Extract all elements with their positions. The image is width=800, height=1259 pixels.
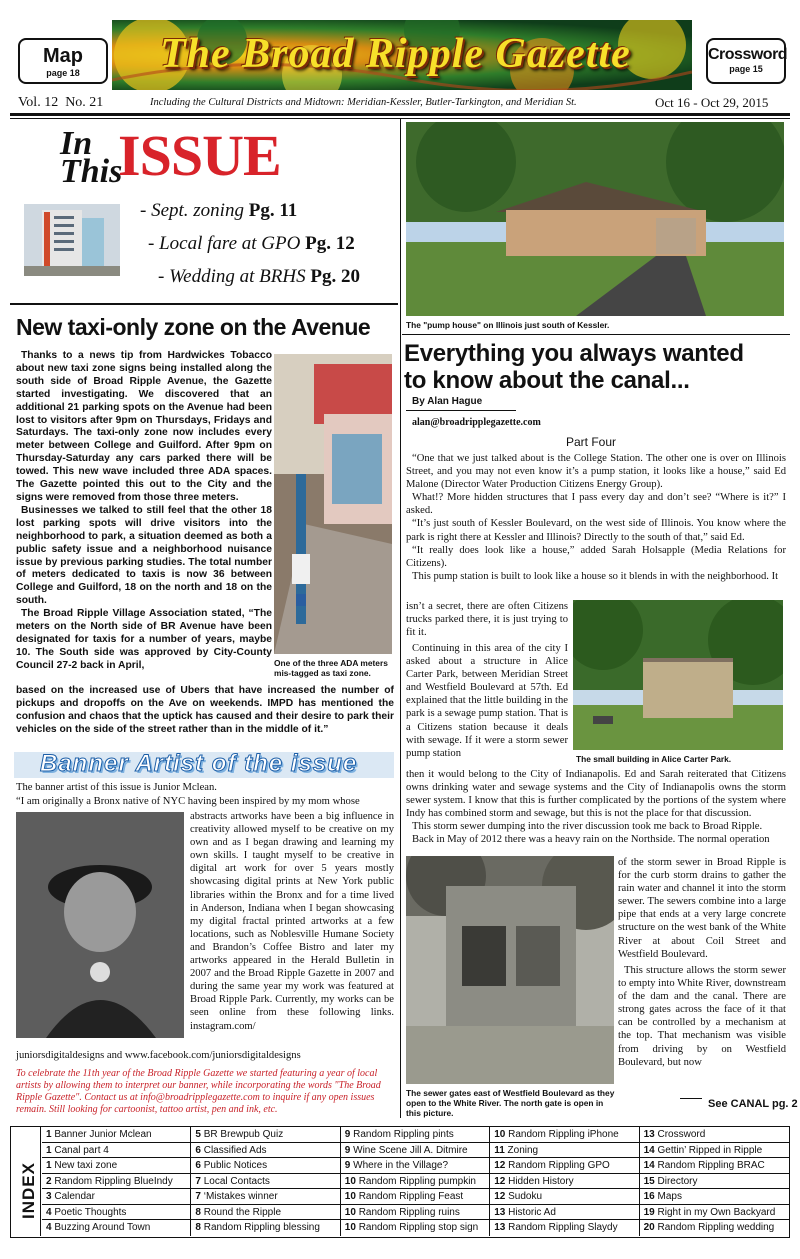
index-entry[interactable]	[640, 1143, 789, 1159]
banner-artist-heading: Banner Artist of the issue	[40, 750, 358, 777]
pump-house-photo	[406, 122, 784, 316]
index-entry[interactable]	[490, 1158, 639, 1174]
index-entry-title: Canal part 4	[54, 1144, 109, 1156]
map-box[interactable]	[18, 38, 108, 84]
canal-byline: By Alan Hague	[412, 396, 483, 407]
map-box-title: Map	[43, 45, 83, 67]
index-entry[interactable]	[42, 1189, 191, 1205]
index-entry[interactable]	[640, 1127, 789, 1143]
index-entry-page: 13	[643, 1129, 658, 1140]
toc-item-text: - Sept. zoning	[140, 200, 244, 221]
index-entry-page: 3	[46, 1191, 55, 1202]
canal-upper-body	[406, 452, 786, 583]
index-entry[interactable]	[191, 1158, 340, 1174]
banner-artist-quote-start: “I am originally a Bronx native of NYC having been inspired by my mom whose	[16, 796, 360, 807]
column-divider	[400, 118, 401, 1118]
index-entry[interactable]	[341, 1158, 490, 1174]
index-entry[interactable]	[490, 1189, 639, 1205]
index-entry-title: Local Contacts	[203, 1175, 270, 1187]
canal-paragraph-6-wrap: Continuing in this area of the city I asked about a structure in Alice Carter Park, between Meridian Street and Westfield Boulevard at 57th. Ed explained that the little building in the park is a sewage pump station. That is a Citizens station because it deals with sewage. If it were a storm sewer pump station	[406, 643, 568, 759]
alice-carter-illustration	[573, 600, 783, 750]
index-entry-page: 7	[195, 1175, 204, 1187]
canal-paragraph-3: “It’s just south of Kessler Boulevard, on the west side of Illinois. You know where the park is right there at Kessler and Illinois? Directly to the south of that,” said Ed.	[406, 518, 786, 543]
index-entry-page: 5	[195, 1129, 204, 1140]
index-label: INDEX	[19, 1162, 38, 1219]
alice-carter-photo	[573, 600, 783, 750]
index-entry-title: Random Rippling ruins	[358, 1206, 460, 1218]
taxi-body-column	[16, 350, 272, 673]
canal-paragraph-8: Back in May of 2012 there was a heavy rain on the Northside. The normal operation	[412, 834, 770, 846]
index-entry-page: 10	[344, 1206, 359, 1218]
index-entry-page: 9	[344, 1144, 354, 1156]
taxi-paragraph-1: Thanks to a news tip from Hardwickes Tobacco about new taxi zone signs being installed along the south side of Broad Ripple Avenue, the Gazette started investigating. We discovered that an additional 21 parking spots on the Avenue had been lost to visitors after 9pm on Thursdays, Fridays and Saturdays. The taxi-only zone now includes every meter between College and Guilford. After 9pm on Thursday-Saturday any cars parked there will be towed. This new wave included three ADA spaces. The Gazette pointed this out to the City and the signs were removed from those three meters.	[16, 350, 272, 503]
canal-paragraph-5: This pump station is built to look like a house so it blends in with the neighborhood. It	[412, 570, 779, 582]
index-entry[interactable]	[42, 1220, 191, 1236]
canal-paragraph-7: This storm sewer dumping into the river discussion took me back to Broad Ripple.	[412, 821, 763, 833]
sewer-gates-illustration	[406, 856, 614, 1084]
sewer-gates-caption: The sewer gates east of Westfield Boulevard as they open to the White River. The north gate is open in this picture.	[406, 1088, 615, 1118]
index-entry-page: 10	[344, 1222, 359, 1233]
toc-item-page: Pg. 12	[305, 233, 355, 254]
index-entry-page: 13	[494, 1222, 509, 1233]
index-entry-page: 12	[494, 1191, 509, 1202]
toc-item-page: Pg. 20	[310, 266, 360, 287]
street-photo-illustration	[274, 354, 392, 654]
index-entry[interactable]	[191, 1174, 340, 1190]
canal-headline	[404, 340, 744, 394]
index-entry-title: Random Rippling Feast	[358, 1191, 464, 1202]
index-entry-page: 4	[46, 1222, 55, 1233]
banner-artist-quote-end: juniorsdigitaldesigns and www.facebook.com/juniorsdigitaldesigns	[16, 1050, 301, 1061]
index-entry[interactable]	[490, 1220, 639, 1236]
volume-number: Vol. 12 No. 21	[18, 95, 104, 110]
index-entry-title: Random Rippling BlueIndy	[54, 1175, 173, 1187]
index-entry-page: 15	[643, 1175, 658, 1187]
index-entry-title: Maps	[657, 1191, 682, 1202]
index-entry-title: Where in the Village?	[353, 1160, 449, 1171]
canal-email[interactable]: alan@broadripplegazette.com	[412, 417, 541, 428]
index-entry[interactable]	[42, 1205, 191, 1221]
index-entry-page: 10	[344, 1175, 359, 1187]
index-entry-title: Directory	[657, 1175, 698, 1187]
index-entry-title: Banner Junior Mclean	[54, 1129, 152, 1140]
index-entry-page: 14	[643, 1160, 658, 1171]
in-this-this: This	[60, 153, 123, 190]
index-entry-page: 20	[643, 1222, 658, 1233]
index-entry[interactable]	[490, 1127, 639, 1143]
index-entry-page: 10	[344, 1191, 359, 1202]
index-entry[interactable]	[341, 1143, 490, 1159]
index-entry-page: 6	[195, 1160, 204, 1171]
canal-paragraph-5-wrap: isn’t a secret, there are often Citizens trucks parked there, it is just trying to fit it.	[406, 601, 568, 639]
banner-title: The Broad Ripple Gazette	[160, 31, 631, 77]
index-entry-page: 8	[195, 1206, 204, 1218]
issue-dates: Oct 16 - Oct 29, 2015	[655, 95, 769, 110]
index-entry-title: Round the Ripple	[203, 1206, 282, 1218]
index-entry[interactable]	[42, 1174, 191, 1190]
in-this-label	[60, 125, 123, 190]
index-entry[interactable]	[490, 1143, 639, 1159]
index-entry-title: Random Rippling pumpkin	[358, 1175, 476, 1187]
index-entry-title: BR Brewpub Quiz	[203, 1129, 284, 1140]
index-entry-page: 10	[494, 1129, 509, 1140]
index-entry-title: Random Rippling BRAC	[657, 1160, 765, 1171]
index-entry-page: 2	[46, 1175, 55, 1187]
canal-paragraph-6: then it would belong to the City of Indianapolis. Ed and Sarah reiterated that Citizens owns drinking water and sewage systems and the City of Indianapolis owns the storm sewer system. I know that this is further complicated by the portions of the system where Indy has combined storm and sewage, but this is not the place for that discussion.	[406, 769, 786, 820]
index-entry-title: Public Notices	[203, 1160, 268, 1171]
index-entry-title: Poetic Thoughts	[54, 1206, 127, 1218]
map-box-page: page 18	[46, 68, 80, 78]
index-entry[interactable]	[640, 1189, 789, 1205]
index-entry-title: Random Rippling wedding	[657, 1222, 775, 1233]
index-entry-page: 9	[344, 1129, 354, 1140]
index-entry[interactable]	[640, 1174, 789, 1190]
index-entry-title: Buzzing Around Town	[54, 1222, 151, 1233]
index-entry[interactable]	[640, 1158, 789, 1174]
sewer-gates-photo	[406, 856, 614, 1084]
index-entry-title: Random Rippling pints	[353, 1129, 454, 1140]
masthead-rule	[10, 113, 790, 116]
toc-item-text: - Wedding at BRHS	[158, 266, 306, 287]
banner-artist-quote-wrap: abstracts artworks have been a big influence in creativity allowed myself to be creative on my own and as I began drawing and learning my own skills. I taught myself to be creative in digital art work for over 5 years mostly showcasing digital prints at New York public libraries within the Bronx and for a time lived in Anderson, Indiana when I began showcasing my digital fractal printed artworks at a few locations, such as Noblesville Humane Society and Brandon’s Coffee Bistro and later my artworks appeared in the Herald Bulletin in 2007 and the Broad Ripple Gazette in 2007 and during the same year my work was featured at Broad Ripple Park. Currently, my works can be seen online from these following links. instagram.com/	[190, 811, 394, 1032]
index-entry[interactable]	[191, 1127, 340, 1143]
canal-middle-body	[406, 768, 786, 847]
index-entry[interactable]	[490, 1174, 639, 1190]
canal-paragraph-2: What!? More hidden structures that I pass every day and don’t see? “Where is it?” I asked.	[406, 492, 786, 517]
index-entry-page: 4	[46, 1206, 55, 1218]
taxi-photo-caption: One of the three ADA meters mis-tagged as taxi zone.	[274, 658, 388, 678]
index-entry[interactable]	[191, 1205, 340, 1221]
building-illustration	[24, 204, 120, 276]
index-entry-page: 8	[195, 1222, 204, 1233]
index-entry[interactable]	[341, 1189, 490, 1205]
canal-paragraph-1: “One that we just talked about is the College Station. The other one is over on Illinois Street, and you may not even know it’s a pump station, it looks like a house,” said Ed Malone (Director Water Production Citizens Energy Group).	[406, 453, 786, 491]
index-entry-page: 16	[643, 1191, 658, 1202]
index-entry[interactable]	[42, 1158, 191, 1174]
tagline: Including the Cultural Districts and Midtown: Meridian-Kessler, Butler-Tarkington, and Meridian St.	[150, 97, 577, 108]
index-entry[interactable]	[191, 1220, 340, 1236]
continued-link[interactable]: See CANAL pg. 2	[708, 1098, 798, 1110]
taxi-paragraph-3: The Broad Ripple Village Association stated, “The meters on the North side of BR Avenue have been designated for taxis for a number of years, maybe 10. The South side was approved by City-County Council 27-2 back in April,	[16, 608, 272, 671]
issue-heading: ISSUE	[118, 123, 281, 188]
index-entry-page: 12	[494, 1175, 509, 1187]
toc-item-1[interactable]	[140, 200, 297, 222]
index-entry-title: Right in my Own Backyard	[657, 1206, 776, 1218]
artist-portrait-illustration	[16, 812, 184, 1038]
index-entry-title: Random Rippling blessing	[203, 1222, 320, 1233]
index-entry-page: 19	[643, 1206, 658, 1218]
canal-paragraph-8-wrap: of the storm sewer in Broad Ripple is for the curb storm drains to gather the rain water and channel it into the storm sewer. The sewers combine into a large pipe that ends at a very large concrete structure on the west bank of the White River at about Coil Street and Westfield Boulevard.	[618, 857, 786, 960]
index-entry-title: Random Rippling iPhone	[508, 1129, 619, 1140]
index-entry-page: 12	[494, 1160, 509, 1171]
index-entry-page: 14	[643, 1144, 658, 1156]
pump-house-caption: The "pump house" on Illinois just south of Kessler.	[406, 320, 610, 330]
index-entry-title: Classified Ads	[203, 1144, 267, 1156]
taxi-headline: New taxi-only zone on the Avenue	[16, 314, 371, 340]
index-entry-title: Zoning	[507, 1144, 539, 1156]
canal-paragraph-9-wrap: This structure allows the storm sewer to empty into White River, downstream of the dam and the canal. There are strong gates across the face of it that can be controlled by a mechanism at the top. That mechanism was visible from driving by on Westfield Boulevard, but now	[618, 965, 786, 1068]
index-grid	[42, 1127, 789, 1236]
index-entry-title: Gettin’ Ripped in Ripple	[657, 1144, 763, 1156]
index-entry[interactable]	[42, 1143, 191, 1159]
index-entry-page: 9	[344, 1160, 354, 1171]
building-thumbnail	[24, 204, 120, 276]
canal-headline-line-2: to know about the canal...	[404, 367, 690, 394]
toc-item-2[interactable]	[148, 233, 355, 255]
taxi-meter-photo	[274, 354, 392, 654]
index-entry[interactable]	[341, 1174, 490, 1190]
index-entry-title: Hidden History	[508, 1175, 574, 1187]
canal-top-rule	[402, 334, 790, 335]
index-entry[interactable]	[191, 1143, 340, 1159]
index-entry-page: 1	[46, 1144, 55, 1156]
in-this-in: In	[60, 125, 93, 162]
index-entry[interactable]	[341, 1127, 490, 1143]
index-entry-page: 1	[46, 1129, 55, 1140]
index-entry[interactable]	[490, 1205, 639, 1221]
index-entry-page: 6	[195, 1144, 204, 1156]
index-entry-title: Calendar	[54, 1191, 95, 1202]
index-entry-title: Crossword	[657, 1129, 706, 1140]
taxi-paragraph-2: Businesses we talked to still feel that the other 18 lost parking spots will drive visitors into the neighborhood to park, a situation deemed as both a public safety issue and a neighborhood nuisance issue by previous parking studies. The total number of meters dedicated to taxis is now 36 between College and Guilford, 18 on the north and 18 on the south.	[16, 504, 272, 607]
index-entry[interactable]	[341, 1220, 490, 1236]
section-divider	[10, 303, 398, 305]
crossword-box[interactable]	[706, 38, 786, 84]
toc-item-text: - Local fare at GPO	[148, 233, 301, 254]
index-entry-title: New taxi zone	[54, 1160, 118, 1171]
continued-rule	[680, 1098, 702, 1099]
crossword-box-title: Crossword	[708, 46, 788, 63]
canal-headline-line-1: Everything you always wanted	[404, 340, 744, 367]
index-entry[interactable]	[640, 1220, 789, 1236]
taxi-paragraph-full: based on the increased use of Ubers that have increased the number of pickups and dropoffs on the Ave on weekends. IMPD has mentioned the confusion and chaos that the uptick has caused and their desire to park their vehicles on the side of the street rather than in the middle of it.”	[16, 685, 394, 735]
index-entry-title: Wine Scene Jill A. Ditmire	[353, 1144, 468, 1156]
index-entry[interactable]	[640, 1205, 789, 1221]
index-entry-title: Random Rippling GPO	[508, 1160, 610, 1171]
index-entry-page: 7	[195, 1191, 204, 1202]
index-entry-title: Sudoku	[508, 1191, 543, 1202]
index-entry[interactable]	[191, 1189, 340, 1205]
crossword-box-page: page 15	[729, 64, 763, 74]
index-entry-title: ‘Mistakes winner	[203, 1191, 278, 1202]
index-label-cell	[11, 1127, 41, 1236]
index-entry-page: 11	[494, 1144, 508, 1156]
index-entry-page: 13	[494, 1206, 509, 1218]
canal-paragraph-4: “It really does look like a house,” added Sarah Holsapple (Media Relations for Citizens).	[406, 544, 786, 569]
toc-item-page: Pg. 11	[248, 200, 298, 221]
pump-house-illustration	[406, 122, 784, 316]
masthead-banner[interactable]	[112, 20, 692, 90]
index-entry-title: Random Rippling Slaydy	[508, 1222, 618, 1233]
banner-artist-intro: The banner artist of this issue is Junior Mclean.	[16, 782, 217, 793]
canal-part: Part Four	[566, 435, 617, 449]
index-entry-title: Historic Ad	[508, 1206, 556, 1218]
index-entry-page: 1	[46, 1160, 55, 1171]
index-entry[interactable]	[341, 1205, 490, 1221]
toc-item-3[interactable]	[158, 266, 360, 288]
index-table	[10, 1126, 790, 1238]
banner-artist-promo: To celebrate the 11th year of the Broad Ripple Gazette we started featuring a year of local artists by allowing them to interpret our banner, while incorporating the words "The Broad Ripple Gazette". Contact us at info@broadripplegazette.com to inquire if any open issues remain. Still looking for cartoonist, tattoo artist, pen and ink, etc.	[16, 1068, 381, 1115]
artist-portrait	[16, 812, 184, 1038]
alice-carter-caption: The small building in Alice Carter Park.	[576, 754, 732, 764]
index-entry-title: Random Rippling stop sign	[358, 1222, 479, 1233]
byline-rule	[406, 410, 516, 411]
index-entry[interactable]	[42, 1127, 191, 1143]
